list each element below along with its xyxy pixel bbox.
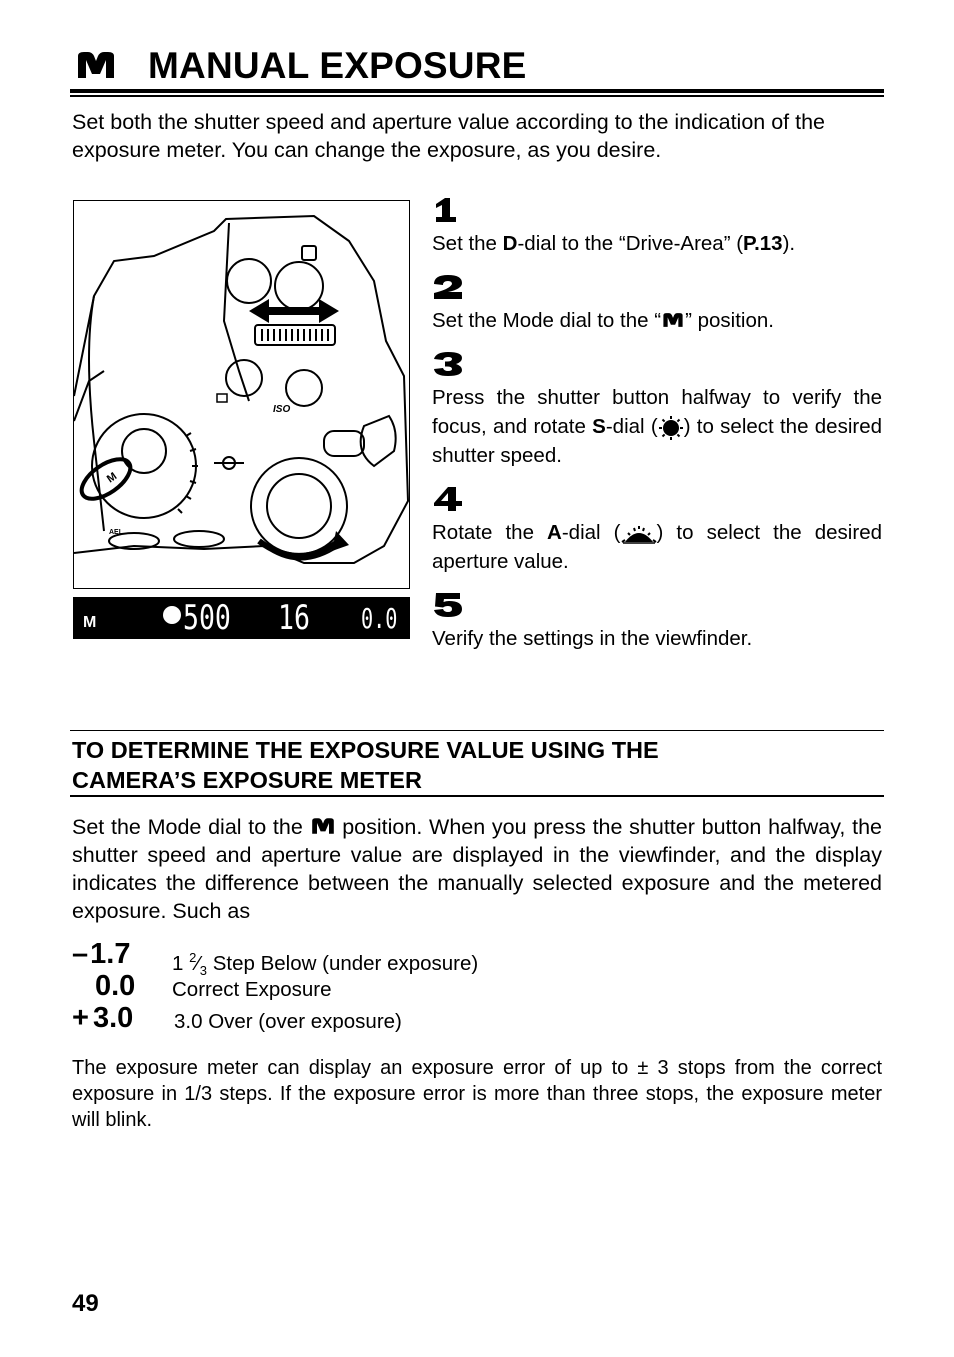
section-heading (72, 735, 884, 795)
step-2-text: Set the Mode dial to the “ ” position. (432, 309, 774, 332)
page-number: 49 (72, 1290, 99, 1317)
section-heading-line-1: TO DETERMINE THE EXPOSURE VALUE USING THE (72, 737, 659, 763)
section-rule-top (70, 730, 884, 731)
illus-iso-label: ISO (273, 404, 291, 415)
exposure-over-desc: 3.0 Over (over exposure) (174, 1010, 402, 1033)
mode-m-inline-icon-2 (310, 817, 336, 835)
step-3-number (432, 351, 464, 382)
step-3-text: Press the shutter button halfway to verify the focus, and rotate S-dial ( ) to select the desired shutter speed. (432, 386, 882, 467)
page-title-text: MANUAL EXPOSURE (148, 45, 527, 86)
step-5-number (432, 592, 464, 623)
title-rule-thin (70, 95, 884, 97)
step-1-text: Set the D-dial to the “Drive-Area” (P.13). (432, 232, 796, 255)
step-2-number (432, 274, 464, 305)
title-rule-thick (70, 89, 884, 93)
mode-m-inline-icon (661, 312, 685, 328)
step-5-text: Verify the settings in the viewfinder. (432, 627, 753, 650)
step-4-text: Rotate the A-dial ( ) to select the desired aperture value. (432, 521, 882, 573)
exposure-under-value: –1.7 (72, 938, 131, 970)
lcd-mode-indicator: M (83, 614, 97, 631)
section-heading-line-2: CAMERA’S EXPOSURE METER (72, 767, 422, 793)
camera-drawing (74, 201, 410, 589)
mode-m-symbol-icon (76, 50, 116, 80)
section-rule-bottom (70, 795, 884, 797)
step-1-number (432, 197, 458, 228)
s-dial-icon (658, 415, 684, 441)
illus-ael-label: AEL (109, 529, 123, 536)
exposure-over-value: + 3.0 (72, 1002, 134, 1034)
step-4-number (432, 486, 464, 517)
page-title (72, 44, 884, 88)
intro-paragraph: Set both the shutter speed and aperture value according to the indication of the exposure meter. You can change the exposure, as you desire. (72, 110, 826, 162)
camera-top-illustration (73, 200, 410, 589)
section-body: Set the Mode dial to the position. When you press the shutter button halfway, the shutter speed and aperture value are displayed in the viewfinder, and the display indicates the difference between the manually selected exposure and the metered exposure. Such as (72, 815, 882, 923)
lcd-shutter-speed: 500 (183, 598, 231, 638)
a-dial-icon (621, 524, 657, 544)
viewfinder-display (73, 597, 410, 639)
exposure-under-desc: 1 $^2⁄_3$ Step Below (under exposure) (172, 950, 479, 978)
lcd-aperture: 16 (278, 598, 310, 638)
exposure-correct-value: 0.0 (95, 970, 136, 1002)
exposure-correct-desc: Correct Exposure (172, 978, 332, 1001)
focus-indicator-icon (163, 606, 181, 624)
footnote-paragraph: The exposure meter can display an exposure error of up to ± 3 stops from the correct exposure in 1/3 steps. If the exposure error is more than three stops, the exposure meter will blink. (72, 1057, 882, 1131)
illus-mode-m-label: M (104, 470, 120, 486)
lcd-exposure-value: 0.0 (361, 602, 398, 635)
